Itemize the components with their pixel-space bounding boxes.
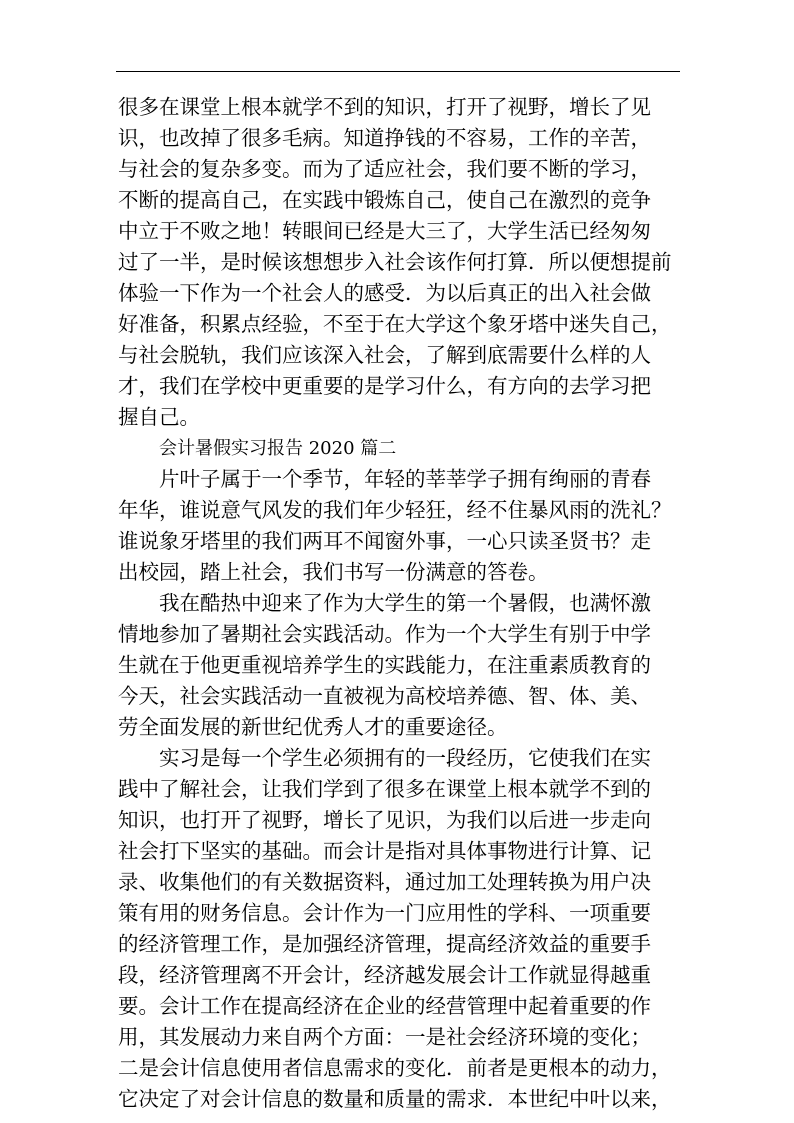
text-line: 二是会计信息使用者信息需求的变化．前者是更根本的动力， [118, 1056, 672, 1080]
text-line: 我在酷热中迎来了作为大学生的第一个暑假，也满怀激 [159, 591, 651, 615]
text-line: 今天，社会实践活动一直被视为高校培养德、智、体、美、 [118, 684, 651, 708]
text-line: 与社会脱轨，我们应该深入社会，了解到底需要什么样的人 [118, 343, 651, 367]
text-line: 出校园，踏上社会，我们书写一份满意的答卷。 [118, 560, 549, 584]
text-line: 情地参加了暑期社会实践活动。作为一个大学生有别于中学 [118, 622, 651, 646]
text-line: 才，我们在学校中更重要的是学习什么，有方向的去学习把 [118, 374, 651, 398]
text-line: 社会打下坚实的基础。而会计是指对具体事物进行计算、记 [118, 839, 651, 863]
text-line: 段，经济管理离不开会计，经济越发展会计工作就显得越重 [118, 963, 651, 987]
text-line: 握自己。 [118, 405, 200, 429]
text-line: 体验一下作为一个社会人的感受．为以后真正的出入社会做 [118, 281, 651, 305]
text-line: 识，也改掉了很多毛病。知道挣钱的不容易，工作的辛苦， [118, 126, 651, 150]
header-rule [116, 71, 680, 72]
text-line: 要。会计工作在提高经济在企业的经营管理中起着重要的作 [118, 994, 651, 1018]
text-line: 年华，谁说意气风发的我们年少轻狂，经不住暴风雨的洗礼？ [118, 498, 672, 522]
text-line: 践中了解社会，让我们学到了很多在课堂上根本就学不到的 [118, 777, 651, 801]
text-line: 劳全面发展的新世纪优秀人才的重要途径。 [118, 715, 508, 739]
text-line: 实习是每一个学生必须拥有的一段经历，它使我们在实 [159, 746, 651, 770]
text-line: 好准备，积累点经验，不至于在大学这个象牙塔中迷失自己， [118, 312, 672, 336]
text-line: 中立于不败之地！转眼间已经是大三了，大学生活已经匆匆 [118, 219, 651, 243]
text-line: 不断的提高自己，在实践中锻炼自己，使自己在激烈的竞争 [118, 188, 651, 212]
section-heading: 会计暑假实习报告 2020 篇二 [159, 438, 397, 459]
document-body [118, 92, 688, 1115]
text-line: 的经济管理工作，是加强经济管理，提高经济效益的重要手 [118, 932, 651, 956]
text-line: 与社会的复杂多变。而为了适应社会，我们要不断的学习， [118, 157, 651, 181]
text-line: 过了一半，是时候该想想步入社会该作何打算．所以便想提前 [118, 250, 672, 274]
text-line: 生就在于他更重视培养学生的实践能力，在注重素质教育的 [118, 653, 651, 677]
text-line: 策有用的财务信息。会计作为一门应用性的学科、一项重要 [118, 901, 651, 925]
text-line: 谁说象牙塔里的我们两耳不闻窗外事，一心只读圣贤书？走 [118, 529, 651, 553]
text-line: 它决定了对会计信息的数量和质量的需求．本世纪中叶以来， [118, 1087, 672, 1111]
text-line: 录、收集他们的有关数据资料，通过加工处理转换为用户决 [118, 870, 651, 894]
text-line: 用，其发展动力来自两个方面：一是社会经济环境的变化； [118, 1025, 651, 1049]
text-line: 知识，也打开了视野，增长了见识，为我们以后进一步走向 [118, 808, 651, 832]
text-line: 很多在课堂上根本就学不到的知识，打开了视野，增长了见 [118, 95, 651, 119]
text-line: 片叶子属于一个季节，年轻的莘莘学子拥有绚丽的青春 [159, 467, 651, 491]
